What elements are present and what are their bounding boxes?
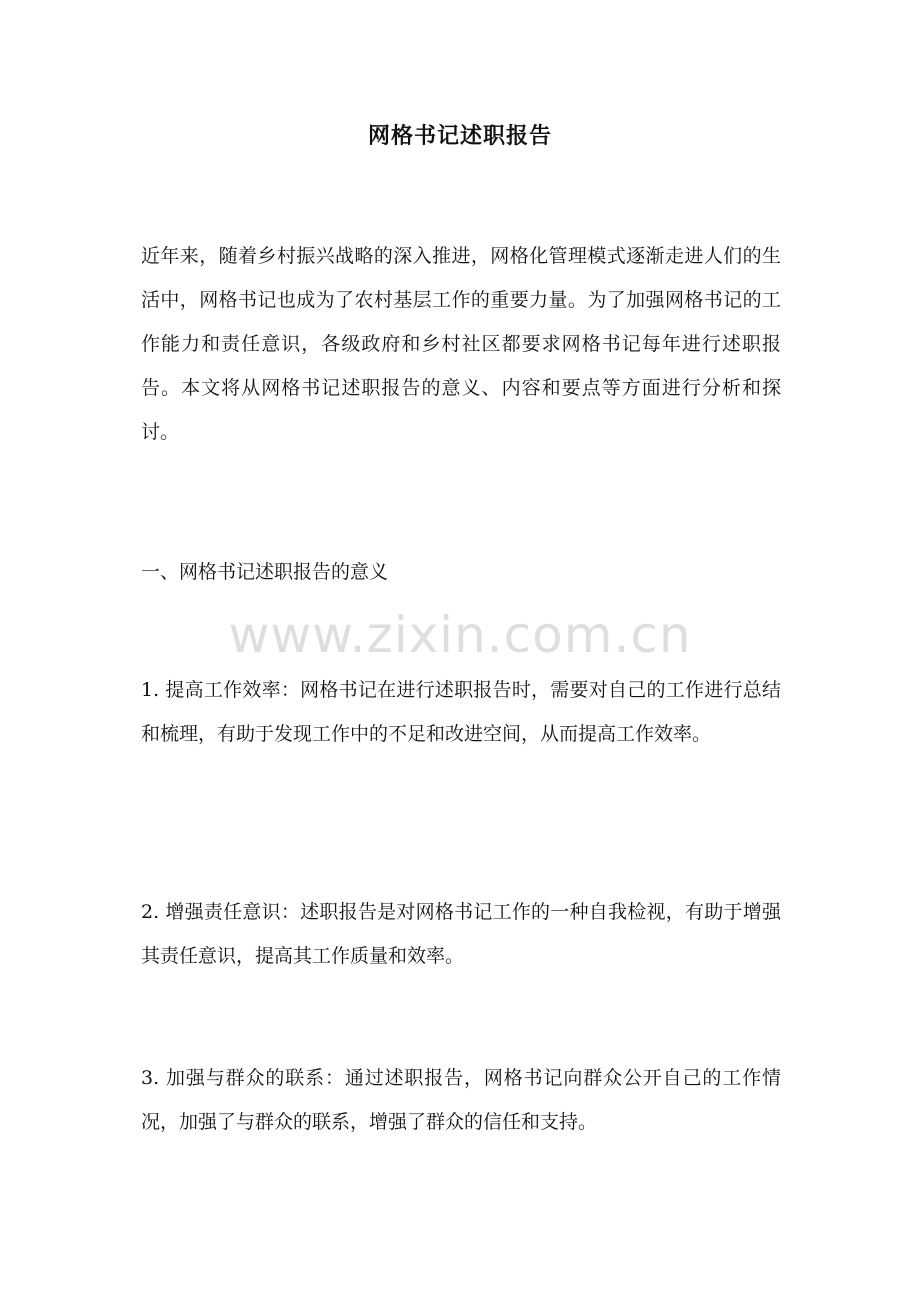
point-1-paragraph: 1. 提高工作效率：网格书记在进行述职报告时，需要对自己的工作进行总结和梳理，有助于发现工作中的不足和改进空间，从而提高工作效率。 (141, 679, 781, 745)
section-heading: 一、网格书记述职报告的意义 (141, 561, 389, 583)
document-title: 网格书记述职报告 (367, 123, 552, 149)
point-2-paragraph: 2. 增强责任意识：述职报告是对网格书记工作的一种自我检视，有助于增强其责任意识，提高其工作质量和效率。 (141, 901, 781, 967)
intro-paragraph: 近年来，随着乡村振兴战略的深入推进，网格化管理模式逐渐走进人们的生活中，网格书记也成为了农村基层工作的重要力量。为了加强网格书记的工作能力和责任意识，各级政府和乡村社区都要求网格书记每年进行述职报告。本文将从网格书记述职报告的意义、内容和要点等方面进行分析和探讨。 (141, 245, 781, 443)
watermark: www.zixin.com.cn (228, 606, 692, 664)
point-3-paragraph: 3. 加强与群众的联系：通过述职报告，网格书记向群众公开自己的工作情况，加强了与群众的联系，增强了群众的信任和支持。 (141, 1067, 781, 1133)
